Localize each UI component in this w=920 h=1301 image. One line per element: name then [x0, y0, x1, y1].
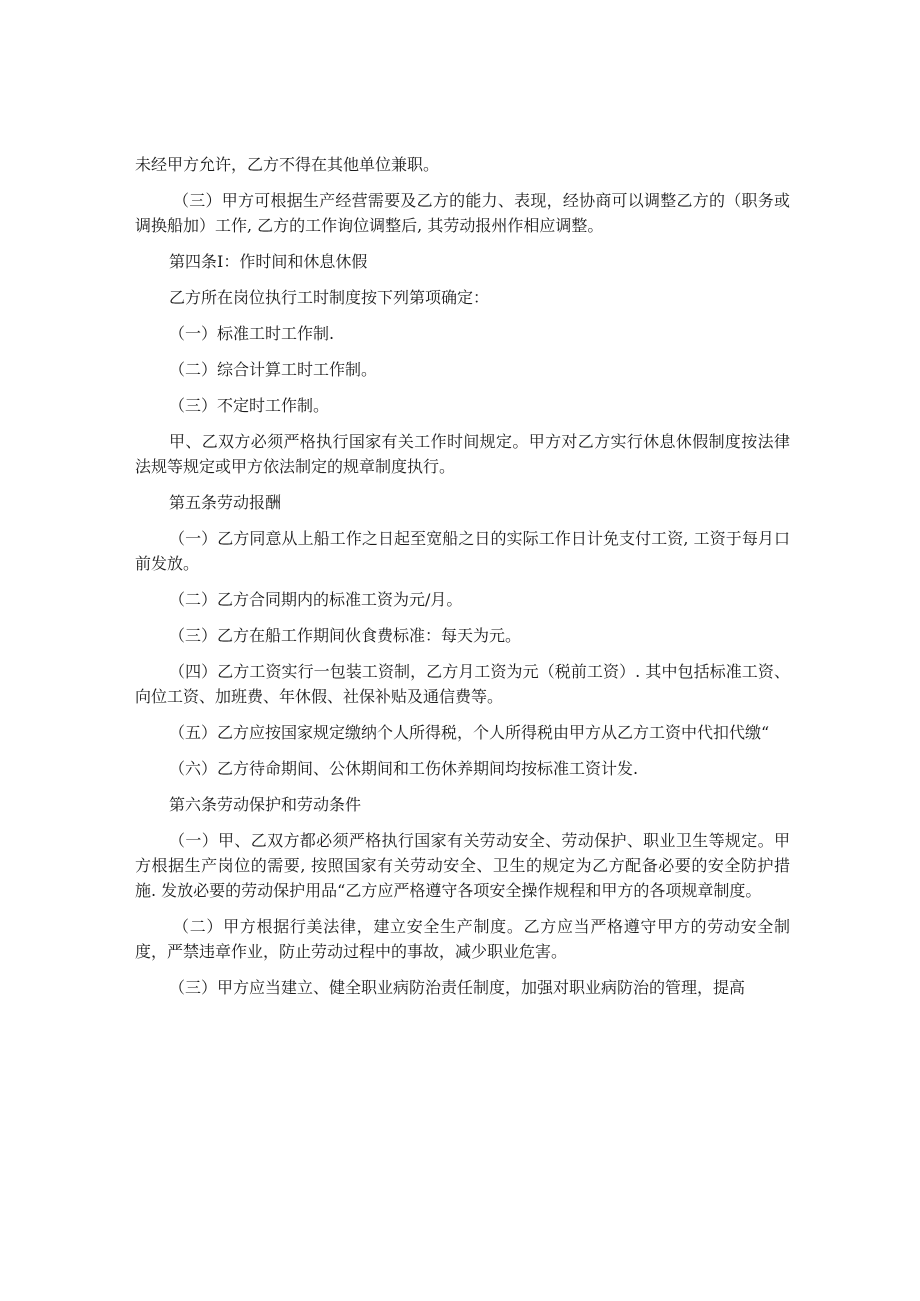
- paragraph-7: （三）不定时工作制。: [169, 396, 330, 415]
- paragraph-5: （一）标准工时工作制.: [169, 324, 335, 343]
- paragraph-4: 乙方所在岗位执行工时制度按下列第项确定：: [169, 288, 490, 307]
- paragraph-13: （四）乙方工资实行一包装工资制，乙方月工资为元（税前工资）. 其中包括标准工资、向位工资、加班费、年休假、社保补贴及通信费等。: [135, 662, 790, 706]
- section-heading-4: 第四条I：作时间和休息休假: [169, 252, 368, 271]
- paragraph-19: （三）甲方应当建立、健全职业病防治责任制度，加强对职业病防治的管理，提高: [169, 978, 746, 997]
- section-heading-5: 第五条劳动报酬: [169, 493, 282, 512]
- paragraph-14: （五）乙方应按国家规定缴纳个人所得税，个人所得税由甲方从乙方工资中代扣代缴“: [169, 723, 770, 742]
- paragraph-6: （二）综合计算工时工作制。: [169, 360, 378, 379]
- section-heading-6: 第六条劳动保护和劳动条件: [169, 795, 362, 814]
- paragraph-10: （一）乙方同意从上船工作之日起至宽船之日的实际工作日计免支付工资, 工资于每月口前发放。: [135, 529, 790, 573]
- paragraph-11: （二）乙方合同期内的标准工资为元/月。: [169, 590, 463, 609]
- paragraph-1: 未经甲方允许，乙方不得在其他单位兼职。: [135, 155, 440, 174]
- paragraph-17: （一）甲、乙双方都必须严格执行国家有关劳动安全、劳动保护、职业卫生等规定。甲方根据生产岗位的需要, 按照国家有关劳动安全、卫生的规定为乙方配备必要的安全防护措施. 发放必要的劳动保护用品“乙方应严格遵守各项安全操作规程和甲方的各项规章制度。: [135, 831, 790, 900]
- document-page: [135, 152, 790, 1011]
- paragraph-15: （六）乙方待命期间、公休期间和工伤休养期间均按标准工资计发.: [169, 759, 639, 778]
- paragraph-12: （三）乙方在船工作期间伙食费标准：每天为元。: [169, 626, 522, 645]
- paragraph-18: （二）甲方根据行美法律，建立安全生产制度。乙方应当严格遵守甲方的劳动安全制度，严禁违章作业，防止劳动过程中的事故，减少职业危害。: [135, 917, 790, 961]
- paragraph-8: 甲、乙双方必须严格执行国家有关工作时间规定。甲方对乙方实行休息休假制度按法律法规等规定或甲方依法制定的规章制度执行。: [135, 432, 790, 476]
- paragraph-2: （三）甲方可根据生产经营需要及乙方的能力、表现，经协商可以调整乙方的（职务或调换船加）工作, 乙方的工作询位调整后, 其劳动报州作相应调整。: [135, 191, 790, 235]
